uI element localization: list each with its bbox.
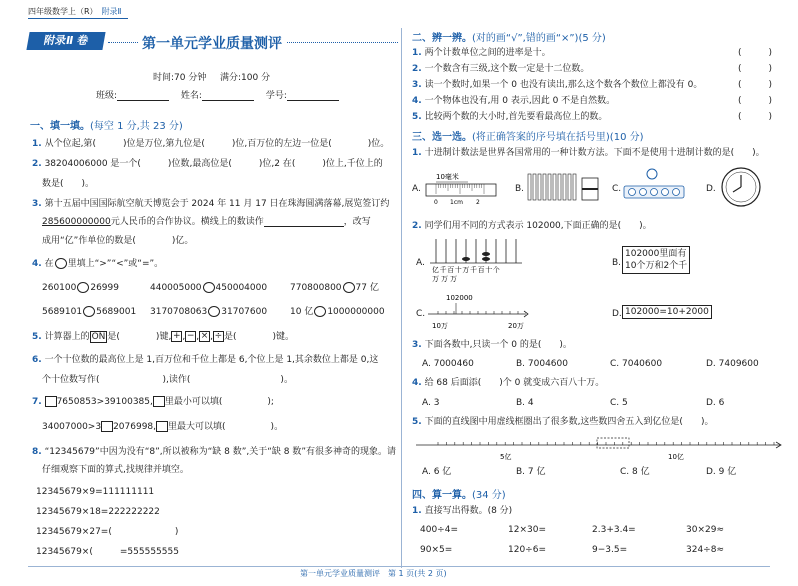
q6-num: 6. — [32, 355, 42, 365]
nl-right: 20万 — [508, 322, 524, 330]
c1 — [412, 147, 765, 159]
ruler-image — [424, 170, 500, 206]
student-fields — [96, 90, 339, 102]
q1-num: 1. — [32, 139, 42, 149]
exam-time: 时间:70 分钟 — [153, 73, 207, 83]
abacus-102000-image — [428, 237, 524, 285]
badge-text: 附录Ⅱ 卷 — [42, 34, 90, 47]
c2-text: 同学们用不同的方式表示 102000,下面正确的是( — [424, 221, 622, 231]
calc-r2-2: 9−3.5= — [592, 545, 628, 555]
stick-icon — [573, 174, 576, 200]
q4-left: 260100 — [42, 283, 77, 293]
judge-item — [412, 79, 702, 91]
q8-eq4-result: =555555555 — [119, 547, 179, 557]
section-1-title — [30, 117, 183, 132]
q5-t3: 键, — [159, 332, 172, 342]
q4-left: 770800800 — [290, 283, 342, 293]
q2-text: 38204006000 是一个 — [44, 159, 138, 169]
c3 — [412, 339, 572, 351]
q7-r2d: 。 — [274, 422, 284, 432]
c4-opt-d[interactable]: D. 6 — [706, 398, 725, 408]
stick-icon — [528, 174, 531, 200]
c5-number-line — [414, 432, 786, 462]
q4 — [32, 258, 163, 270]
plus-key-icon: + — [173, 331, 181, 341]
judge-text: 读一个数时,如果一个 0 也没有读出,那么这个数各个数位上都没有 0。 — [424, 80, 703, 90]
s3-sub: (将正确答案的序号填在括号里)(10 分) — [472, 132, 644, 143]
q5-num: 5. — [32, 332, 42, 342]
c3-opt-d[interactable]: D. 7409600 — [706, 359, 759, 369]
q6-line2b: ,读作 — [166, 375, 187, 385]
c2-b1: 102000里面有 — [625, 249, 687, 259]
grade-text: 四年级数学上（R） — [28, 7, 94, 16]
id-label: 学号: — [265, 91, 287, 101]
q2-line2-text: 数是 — [42, 179, 61, 189]
q4-right: 5689001 — [96, 307, 137, 317]
q7-r1b: >39100385, — [96, 397, 153, 407]
bead-icon — [462, 257, 470, 261]
q3-line3-text: 成用“亿”作单位的数是 — [42, 236, 133, 246]
c4-opt-a[interactable]: A. 3 — [422, 398, 440, 408]
judge-num: 2. — [412, 64, 422, 74]
c5-num: 5. — [412, 417, 422, 427]
q7-line1: 7. 7650853>39100385, 里最小可以填( ); — [32, 397, 274, 407]
q4-right: 450004000 — [215, 283, 268, 293]
judge-item — [412, 95, 615, 107]
class-input[interactable] — [117, 91, 169, 101]
c5-end: )。 — [700, 417, 714, 427]
q3-line2-text: 元人民币的合作协议。横线上的数读作 — [110, 217, 264, 227]
q8-line1 — [32, 446, 396, 458]
q7-box-icon — [153, 396, 165, 407]
s2-sub: (对的画“√”,错的画“×”)(5 分) — [472, 33, 606, 44]
footer-divider — [28, 566, 770, 567]
q1-t3: 位,百万位的左边一位是 — [235, 139, 329, 149]
judge-answer[interactable]: ( ) — [738, 112, 773, 122]
c4-num: 4. — [412, 378, 422, 388]
c5-opt-d[interactable]: D. 9 亿 — [706, 467, 737, 477]
q8-num: 8. — [32, 447, 42, 457]
q5-t5: 键。 — [276, 332, 295, 342]
compare-input[interactable] — [203, 282, 215, 293]
q8-line1-text: “12345679”中因为没有“8”,所以被称为“缺 8 数”,关于“缺 8 数”有很多神奇的现象。请 — [44, 447, 397, 457]
q1-t2: 位是万位,第九位是 — [126, 139, 202, 149]
q4-row1-b — [150, 282, 267, 294]
q4-left: 5689101 — [42, 307, 83, 317]
judge-num: 4. — [412, 96, 422, 106]
q2-t3: 位,2 在 — [262, 159, 292, 169]
q4-left: 10 亿 — [290, 307, 314, 317]
c4-opt-c[interactable]: C. 5 — [610, 398, 628, 408]
s4-sub: (34 分) — [472, 490, 506, 501]
class-label: 班级: — [96, 91, 118, 101]
stick-icon — [568, 174, 571, 200]
ruler-tick-0: 0 — [434, 199, 438, 206]
minus-key-icon: − — [186, 331, 195, 341]
q1-t4: 位。 — [371, 139, 390, 149]
q2-num: 2. — [32, 159, 42, 169]
c1-opt-a: A. — [412, 184, 421, 194]
s3-title: 三、选一选。 — [412, 132, 472, 143]
q5-t2: 是 — [107, 332, 117, 342]
q5-text: 计算器上的 — [44, 332, 90, 342]
q6-line2c: 。 — [283, 375, 293, 385]
judge-num: 3. — [412, 80, 422, 90]
q4-row1-c — [290, 282, 379, 294]
c4-opt-b[interactable]: B. 4 — [516, 398, 534, 408]
q7-r2c: 里最大可以填 — [168, 422, 223, 432]
stick-icon — [558, 174, 561, 200]
q7-num: 7. — [32, 397, 42, 407]
q3-number: 285600000000 — [42, 217, 111, 227]
id-input[interactable] — [287, 91, 339, 101]
section-2-title — [412, 29, 606, 44]
c1-opt-b: B. — [515, 184, 525, 194]
c1-end: )。 — [752, 148, 765, 158]
number-line-image — [426, 292, 530, 332]
stick-icon — [533, 174, 536, 200]
judge-num: 5. — [412, 112, 422, 122]
c3-end: )。 — [559, 340, 572, 350]
q2: 2. 38204006000 是一个( )位数,最高位是( )位,2 在( )位上,千位上的 — [32, 159, 383, 169]
q8-eq3: 12345679×27=( ) — [36, 527, 179, 537]
q3-num: 3. — [32, 199, 42, 209]
q8-eq1: 12345679×9=111111111 — [36, 487, 155, 497]
judge-text: 比较两个数的大小时,首先要看最高位上的数。 — [424, 112, 608, 122]
q4-text: 在 — [44, 259, 54, 269]
q5-t4: 是 — [223, 332, 233, 342]
q4-right: 77 亿 — [355, 283, 379, 293]
q7-r1c: 里最小可以填 — [164, 397, 219, 407]
c2-end: )。 — [639, 221, 652, 231]
q8-eq4-text: 12345679×( — [36, 547, 93, 557]
column-divider — [401, 28, 402, 568]
bead-icon — [629, 189, 636, 196]
stick-icon — [548, 174, 551, 200]
q7-r1d: ; — [270, 397, 274, 407]
compare-input[interactable] — [208, 306, 220, 317]
q4-t2: 里填上“>”“<”或“=”。 — [67, 259, 164, 269]
section-3-title — [412, 128, 644, 143]
compare-input[interactable] — [343, 282, 355, 293]
abacus-place-labels: 亿千百十万千百十个 — [432, 266, 501, 274]
c3-opt-b[interactable]: B. 7004600 — [516, 359, 568, 369]
q4-right: 1000000000 — [327, 307, 385, 317]
judge-text: 一个物体也没有,用 0 表示,因此 0 不是自然数。 — [424, 96, 616, 106]
judge-text: 两个计数单位之间的进率是十。 — [424, 48, 551, 58]
q3-line2 — [42, 216, 371, 228]
q7-r2a: 34007000>3 — [42, 422, 102, 432]
footer — [300, 568, 447, 580]
q3-line3b: 亿。 — [175, 236, 194, 246]
q6-line1-text: 一个十位数的最高位上是 1,百万位和千位上都是 6,个位上是 1,其余数位上都是 0,这 — [44, 355, 379, 365]
page-number: 第 1 页(共 2 页) — [388, 569, 447, 578]
q3-line2c: ，改写 — [343, 217, 371, 227]
q6-line1 — [32, 354, 378, 366]
q3-line3: 成用“亿”作单位的数是( )亿。 — [42, 236, 194, 246]
abacus-image — [622, 166, 688, 206]
c5-opt-b[interactable]: B. 7 亿 — [516, 467, 546, 477]
c2-b2: 10个万和2个千 — [625, 261, 688, 271]
c3-opt-c[interactable]: C. 7040600 — [610, 359, 663, 369]
c3-text: 下面各数中,只读一个 0 的是( — [424, 340, 542, 350]
ruler-tick-2: 2 — [476, 199, 480, 206]
stick-icon — [538, 174, 541, 200]
c5-text: 下面的直线图中用虚线框圈出了很多数,这些数四舍五入到亿位是( — [424, 417, 683, 427]
c2-opt-a: A. — [416, 258, 425, 268]
q8-eq2: 12345679×18=222222222 — [36, 507, 160, 517]
exam-score: 满分:100 分 — [220, 73, 271, 83]
calc-r1-0: 400÷4= — [420, 525, 458, 535]
judge-answer[interactable]: ( ) — [738, 80, 773, 90]
q3-read-input[interactable] — [264, 217, 344, 227]
c1-opt-d: D. — [706, 184, 716, 194]
q8-line2: 仔细观察下面的算式,找规律并填空。 — [42, 465, 189, 475]
c2-box-b — [622, 246, 690, 274]
bead-icon — [640, 189, 647, 196]
q1: 1. 从个位起,第( )位是万位,第九位是( )位,百万位的左边一位是( )位。 — [32, 139, 390, 149]
c1-opt-c: C. — [612, 184, 622, 194]
q4-right: 26999 — [90, 283, 119, 293]
c1-num: 1. — [412, 148, 422, 158]
ruler-label: 10毫米 — [436, 173, 459, 181]
sticks-image — [526, 172, 606, 202]
on-key-icon: ON — [91, 332, 106, 342]
c5 — [412, 416, 713, 428]
calc-r2-0: 90×5= — [420, 545, 453, 555]
bead-icon — [651, 189, 658, 196]
calc-r1-3: 30×29≈ — [686, 525, 724, 535]
q8-eq4 — [36, 546, 179, 558]
compare-input[interactable] — [77, 282, 89, 293]
times-key-icon: × — [200, 331, 209, 341]
q3-line1-text: 第十五届中国国际航空航天博览会于 2024 年 11 月 17 日在珠海圆满落幕,展览签订约 — [44, 199, 390, 209]
s1-title: 一、填一填。 — [30, 121, 90, 132]
q4-right: 31707600 — [221, 307, 268, 317]
calc-r2-1: 120÷6= — [508, 545, 546, 555]
bead-icon — [482, 252, 490, 256]
calc-sub: (8 分) — [487, 506, 513, 516]
compare-input[interactable] — [314, 306, 326, 317]
clock-image — [720, 166, 762, 208]
judge-item — [412, 111, 607, 123]
nl-top-label: 102000 — [446, 294, 473, 302]
stick-icon — [553, 174, 556, 200]
calc-num: 1. — [412, 506, 422, 516]
c2-opt-c: C. — [416, 309, 426, 319]
c2-opt-b: B. — [612, 258, 622, 268]
calc-heading — [412, 505, 512, 517]
stick-icon — [543, 174, 546, 200]
q4-left: 440005000 — [150, 283, 202, 293]
q7-box-icon — [156, 421, 168, 432]
judge-item — [412, 63, 589, 75]
q3-line1 — [32, 198, 389, 210]
section-4-title — [412, 486, 506, 501]
q5: 5. 计算器上的 ON 是( )键, + , − , × , ÷ 是( )键。 — [32, 331, 295, 342]
c2 — [412, 220, 652, 232]
name-input[interactable] — [202, 91, 254, 101]
dashed-box — [597, 438, 629, 448]
s4-title: 四、算一算。 — [412, 490, 472, 501]
c2-num: 2. — [412, 221, 422, 231]
q2-line2: 数是( )。 — [42, 179, 95, 189]
q7-r1a: 7650853 — [56, 397, 97, 407]
c5-opt-a[interactable]: A. 6 亿 — [422, 467, 452, 477]
c5-left-label: 5亿 — [500, 453, 512, 461]
q4-row2-b — [150, 306, 267, 318]
c4 — [412, 377, 604, 389]
bead-icon — [673, 189, 680, 196]
c3-opt-a[interactable]: A. 7000460 — [422, 359, 474, 369]
s1-sub: (每空 1 分,共 23 分) — [90, 121, 183, 132]
c2-opt-d: D. — [612, 309, 622, 319]
judge-answer[interactable]: ( ) — [738, 96, 773, 106]
judge-text: 一个数含有三级,这个数一定是十二位数。 — [424, 64, 590, 74]
divide-key-icon: ÷ — [214, 331, 223, 341]
calc-text: 直接写出得数。 — [424, 506, 488, 516]
badge — [26, 32, 105, 50]
compare-circle — [55, 258, 67, 269]
c4-end: )个 0 就变成六百八十万。 — [499, 378, 605, 388]
name-label: 姓名: — [180, 91, 202, 101]
bead-icon — [662, 189, 669, 196]
bead-icon — [482, 257, 490, 261]
abacus-place-labels-2: 万万万 — [432, 275, 459, 283]
q7-line2: 34007000>3 2076998, 里最大可以填( )。 — [42, 422, 284, 432]
q2-t2: 位数,最高位是 — [171, 159, 229, 169]
calc-r2-3: 324÷8≈ — [686, 545, 724, 555]
judge-answer[interactable]: ( ) — [738, 48, 773, 58]
compare-input[interactable] — [83, 306, 95, 317]
q6-line2: 个十位数写作( ),读作( )。 — [42, 375, 293, 385]
judge-answer[interactable]: ( ) — [738, 64, 773, 74]
c3-num: 3. — [412, 340, 422, 350]
s2-title: 二、辨一辨。 — [412, 33, 472, 44]
ruler-tick-1: 1cm — [450, 199, 463, 206]
grade-label — [28, 6, 128, 19]
c5-right-label: 10亿 — [668, 453, 684, 461]
calc-r1-2: 2.3+3.4= — [592, 525, 636, 535]
c1-text: 十进制计数法是世界各国常用的一种计数方法。下面不是使用十进制计数的是( — [424, 148, 735, 158]
q7-box-input[interactable] — [101, 421, 113, 432]
judge-num: 1. — [412, 48, 422, 58]
footer-text: 第一单元学业质量测评 — [300, 569, 380, 578]
q2-t4: 位上,千位上的 — [325, 159, 383, 169]
q4-row1-a — [42, 282, 119, 294]
nl-left: 10万 — [432, 322, 448, 330]
calc-r1-1: 12×30= — [508, 525, 546, 535]
c5-opt-c[interactable]: C. 8 亿 — [620, 467, 650, 477]
appendix-tag: 附录Ⅱ — [101, 7, 122, 16]
q8-eq3-text: 12345679×27=( — [36, 527, 112, 537]
c4-text: 给 68 后面添( — [424, 378, 482, 388]
q4-row2-a — [42, 306, 136, 318]
q7-box-input[interactable] — [45, 396, 57, 407]
q4-num: 4. — [32, 259, 42, 269]
c2-box-d: 102000=10+2000 — [622, 305, 712, 319]
q4-left: 3170708063 — [150, 307, 208, 317]
q7-r2b: 2076998, — [113, 422, 157, 432]
q6-line2-text: 个十位数写作 — [42, 375, 97, 385]
judge-item — [412, 47, 551, 59]
page-title: 第一单元学业质量测评 — [138, 33, 286, 53]
stick-icon — [563, 174, 566, 200]
q2-t5: 。 — [85, 179, 95, 189]
q1-text: 从个位起,第 — [44, 139, 93, 149]
q4-row2-c — [290, 306, 385, 318]
